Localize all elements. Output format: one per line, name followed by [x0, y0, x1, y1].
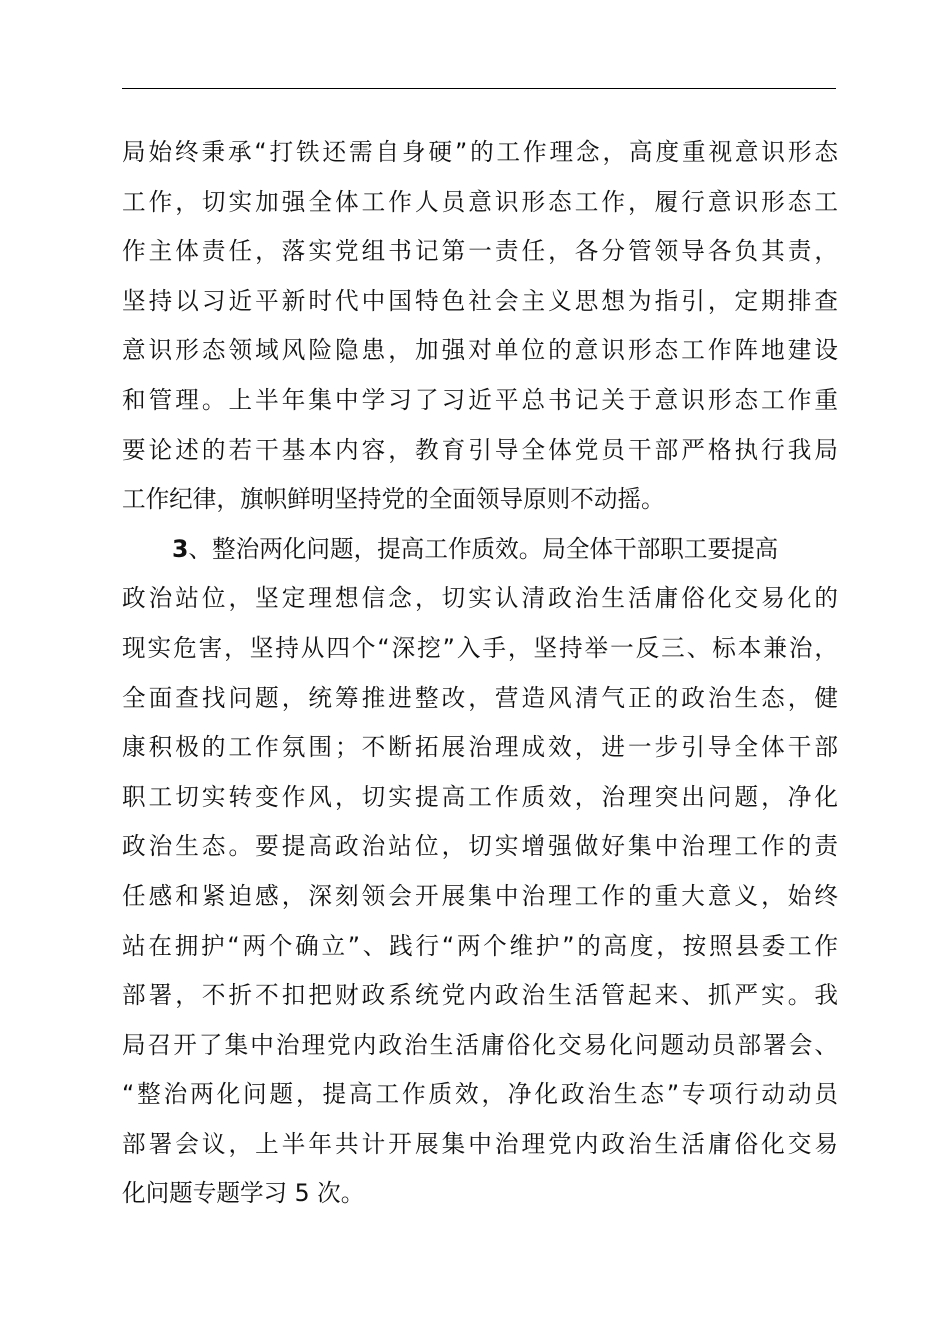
text-line: “整治两化问题，提高工作质效，净化政治生态”专项行动动员	[122, 1080, 838, 1109]
text-line: 作主体责任，落实党组书记第一责任，各分管领导各负其责，	[122, 237, 838, 266]
text-line: 工作，切实加强全体工作人员意识形态工作，履行意识形态工	[122, 187, 838, 216]
text-line: 任感和紧迫感，深刻领会开展集中治理工作的重大意义，始终	[122, 881, 838, 910]
text-line: 坚持以习近平新时代中国特色社会主义思想为指引，定期排查	[122, 286, 838, 315]
header-rule	[122, 88, 836, 89]
text-line: 全面查找问题，统筹推进整改，营造风清气正的政治生态，健	[122, 683, 838, 712]
paragraph-1	[122, 128, 838, 525]
item-number: 3	[172, 534, 189, 563]
text-line: 现实危害，坚持从四个“深挖”入手，坚持举一反三、标本兼治，	[122, 633, 838, 662]
document-body	[122, 128, 838, 1219]
text-line: 站在拥护“两个确立”、践行“两个维护”的高度，按照县委工作	[122, 931, 838, 960]
paragraph-2-first-line	[122, 525, 838, 575]
text-line: 康积极的工作氛围；不断拓展治理成效，进一步引导全体干部	[122, 733, 838, 762]
text-line: 部署，不折不扣把财政系统党内政治生活管起来、抓严实。我	[122, 981, 838, 1010]
text-line: 局召开了集中治理党内政治生活庸俗化交易化问题动员部署会、	[122, 1030, 838, 1059]
text-line: 要论述的若干基本内容，教育引导全体党员干部严格执行我局	[122, 435, 838, 464]
paragraph-2	[122, 525, 838, 1219]
text-line: 部署会议，上半年共计开展集中治理党内政治生活庸俗化交易	[122, 1129, 838, 1158]
text-line: 化问题专题学习 5 次。	[122, 1179, 365, 1208]
text-line: 政治生态。要提高政治站位，切实增强做好集中治理工作的责	[122, 832, 838, 861]
text-line: 政治站位，坚定理想信念，切实认清政治生活庸俗化交易化的	[122, 584, 838, 613]
text-line: 意识形态领域风险隐患，加强对单位的意识形态工作阵地建设	[122, 336, 838, 365]
item-heading-text: 、整治两化问题，提高工作质效。局全体干部职工要提高	[188, 534, 779, 563]
text-line: 职工切实转变作风，切实提高工作质效，治理突出问题，净化	[122, 782, 838, 811]
text-line: 局始终秉承“打铁还需自身硬”的工作理念，高度重视意识形态	[122, 138, 838, 166]
text-line: 工作纪律，旗帜鲜明坚持党的全面领导原则不动摇。	[122, 485, 665, 514]
text-line: 和管理。上半年集中学习了习近平总书记关于意识形态工作重	[122, 385, 838, 414]
